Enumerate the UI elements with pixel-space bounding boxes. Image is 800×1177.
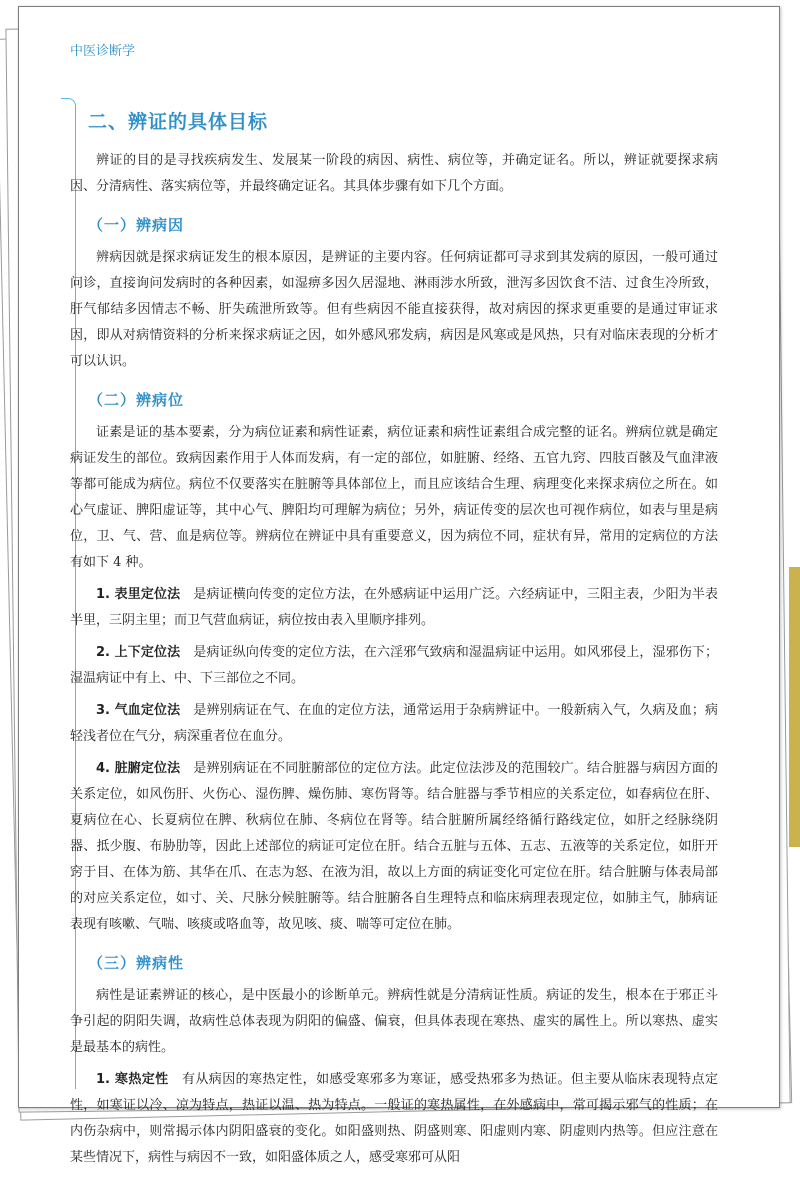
method-paragraph	[70, 1067, 718, 1171]
method-term: 1. 寒热定性	[96, 1072, 169, 1087]
method-paragraph	[70, 698, 718, 750]
section-intro: 辨证的目的是寻找疾病发生、发展某一阶段的病因、病性、病位等，并确定证名。所以，辨证就要探求病因、分清病性、落实病位等，并最终确定证名。其具体步骤有如下几个方面。	[70, 153, 718, 194]
location-paragraph: 证素是证的基本要素，分为病位证素和病性证素，病位证素和病性证素组合成完整的证名。辨病位就是确定病证发生的部位。致病因素作用于人体而发病，有一定的部位，如脏腑、经络、五官九窍、四肢百骸及气血津液等都可能成为病位。病位不仅要落实在脏腑等具体部位上，而且应该结合生理、病理变化来探求病位之所在。如心气虚证、脾阳虚证等，其中心气、脾阳均可理解为病位；另外，病证传变的层次也可视作病位，如表与里是病位，卫、气、营、血是病位等。辨病位在辨证中具有重要意义，因为病位不同，症状有异，常用的定病位的方法有如下 4 种。	[70, 425, 718, 570]
section-title: 二、辨证的具体目标	[88, 111, 269, 133]
page-content	[70, 107, 718, 1177]
subsection-title-nature: （三）辨病性	[88, 954, 185, 972]
method-text: 是病证纵向传变的定位方法，在六淫邪气致病和湿温病证中运用。如风邪侵上，湿邪伤下；湿温病证中有上、中、下三部位之不同。	[70, 645, 718, 686]
method-term: 1. 表里定位法	[96, 587, 181, 602]
running-header: 中医诊断学	[70, 44, 136, 59]
subsection-title-cause: （一）辨病因	[88, 216, 185, 234]
nature-paragraph: 病性是证素辨证的核心，是中医最小的诊断单元。辨病性就是分清病证性质。病证的发生，根本在于邪正斗争引起的阴阳失调，故病性总体表现为阴阳的偏盛、偏衰，但具体表现在寒热、虚实的属性上。所以寒热、虚实是最基本的病性。	[70, 988, 718, 1055]
method-text: 是辨别病证在不同脏腑部位的定位方法。此定位法涉及的范围较广。结合脏器与病因方面的关系定位，如风伤肝、火伤心、湿伤脾、燥伤肺、寒伤肾等。结合脏器与季节相应的关系定位，如春病位在肝、夏病位在心、长夏病位在脾、秋病位在肺、冬病位在肾等。结合脏腑所属经络循行路线定位，如肝之经脉绕阴器、抵少腹、布胁肋等，因此上述部位的病证可定位在肝。结合五脏与五体、五志、五液等的关系定位，如肝开窍于目、在体为筋、其华在爪、在志为怒、在液为泪，故以上方面的病证变化可定位在肝。结合脏腑与体表局部的对应关系定位，如寸、关、尺脉分候脏腑等。结合脏腑各自生理特点和临床病理表现定位，如肺主气，肺病证表现有咳嗽、气喘、咳痰或咯血等，故见咳、痰、喘等可定位在肺。	[70, 761, 718, 932]
method-text: 是辨别病证在气、在血的定位方法，通常运用于杂病辨证中。一般新病入气，久病及血；病轻浅者位在气分，病深重者位在血分。	[70, 703, 718, 744]
cause-paragraph: 辨病因就是探求病证发生的根本原因，是辨证的主要内容。任何病证都可寻求到其发病的原因，一般可通过问诊，直接询问发病时的各种因素，如湿痹多因久居湿地、淋雨涉水所致，泄泻多因饮食不洁、过食生冷所致，肝气郁结多因情志不畅、肝失疏泄所致等。但有些病因不能直接获得，故对病因的探求更重要的是通过审证求因，即从对病情资料的分析来探求病证之因，如外感风邪发病，病因是风寒或是风热，只有对临床表现的分析才可以认识。	[70, 250, 718, 369]
method-term: 2. 上下定位法	[96, 645, 181, 660]
subsection-title-location: （二）辨病位	[88, 391, 185, 409]
method-paragraph	[70, 640, 718, 692]
method-paragraph	[70, 582, 718, 634]
method-text: 有从病因的寒热定性，如感受寒邪多为寒证，感受热邪多为热证。但主要从临床表现特点定性，如寒证以冷、凉为特点，热证以温、热为特点。一般证的寒热属性，在外感病中，常可揭示邪气的性质；在内伤杂病中，则常揭示体内阴阳盛衰的变化。如阳盛则热、阴盛则寒、阳虚则内寒、阴虚则内热等。但应注意在某些情况下，病性与病因不一致，如阳盛体质之人，感受寒邪可从阳	[70, 1072, 718, 1165]
method-text: 是病证横向传变的定位方法，在外感病证中运用广泛。六经病证中，三阳主表，少阳为半表半里，三阴主里；而卫气营血病证，病位按由表入里顺序排列。	[70, 587, 718, 628]
chapter-edge-tab	[789, 567, 800, 847]
method-paragraph	[70, 756, 718, 938]
method-term: 3. 气血定位法	[96, 703, 181, 718]
method-term: 4. 脏腑定位法	[96, 761, 181, 776]
